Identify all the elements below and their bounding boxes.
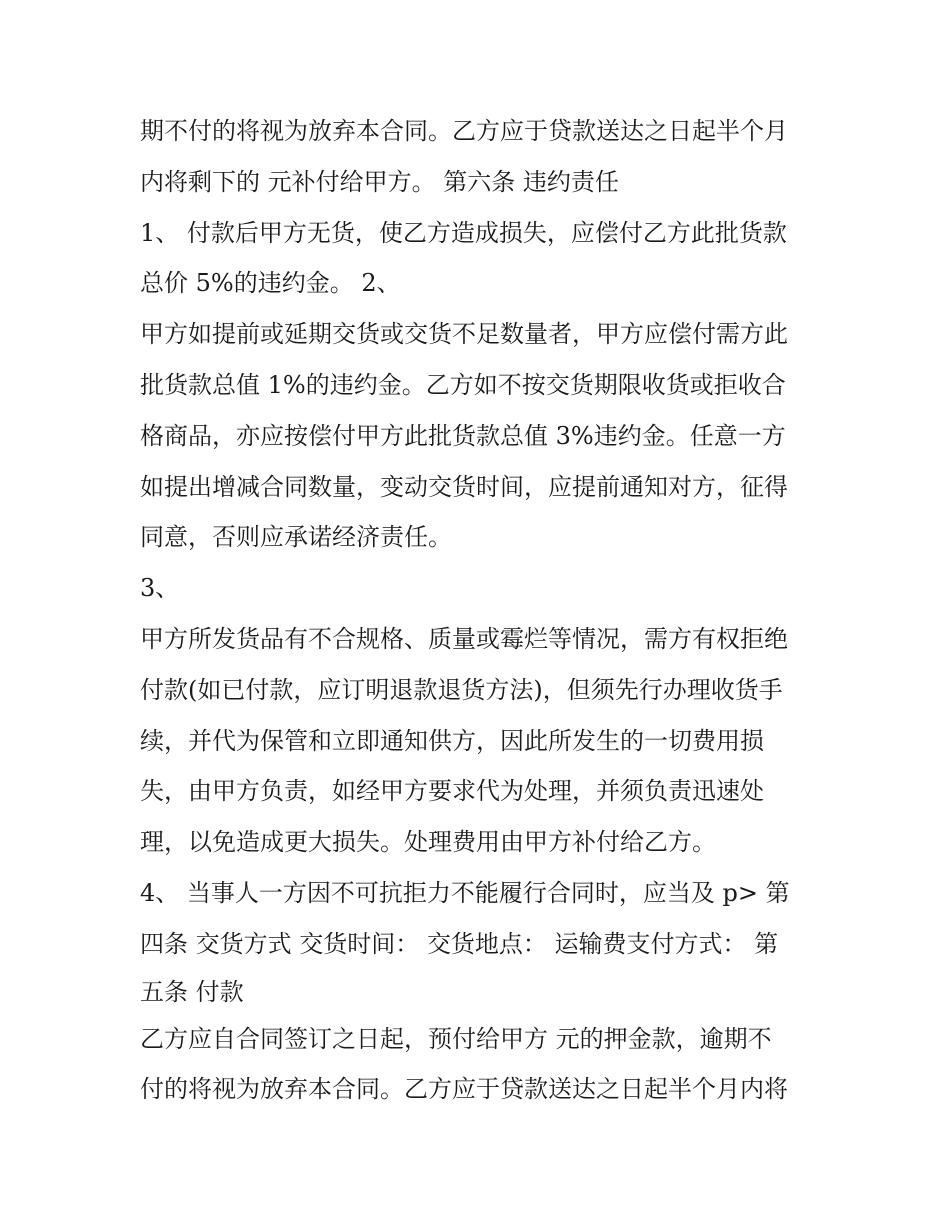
text-line: 乙方应自合同签订之日起，预付给甲方 元的押金款，逾期不	[140, 1024, 772, 1053]
text-line: 甲方如提前或延期交货或交货不足数量者，甲方应偿付需方此	[140, 320, 788, 349]
text-line: 1、 付款后甲方无货，使乙方造成损失，应偿付乙方此批货款	[140, 218, 787, 247]
text-line: 如提出增减合同数量，变动交货时间，应提前通知对方，征得	[140, 472, 788, 501]
text-line: 理，以免造成更大损失。处理费用由甲方补付给乙方。	[140, 828, 716, 857]
text-line: 4、 当事人一方因不可抗拒力不能履行合同时，应当及 p> 第	[140, 878, 790, 907]
text-line: 期不付的将视为放弃本合同。乙方应于贷款送达之日起半个月	[140, 117, 788, 145]
text-line: 同意，否则应承诺经济责任。	[140, 523, 452, 552]
text-line: 付款(如已付款，应订明退款退货方法)，但须先行办理收货手	[140, 675, 783, 704]
text-line: 失，由甲方负责，如经甲方要求代为处理，并须负责迅速处	[140, 777, 764, 806]
text-line: 3、	[140, 574, 180, 603]
text-line: 内将剩下的 元补付给甲方。 第六条 违约责任	[140, 167, 619, 196]
text-line: 甲方所发货品有不合规格、质量或霉烂等情况，需方有权拒绝	[140, 624, 788, 653]
text-line: 总价 5%的违约金。 2、	[140, 269, 401, 298]
text-line: 续，并代为保管和立即通知供方，因此所发生的一切费用损	[140, 726, 764, 755]
text-line: 付的将视为放弃本合同。乙方应于贷款送达之日起半个月内将	[140, 1075, 788, 1104]
text-line: 格商品，亦应按偿付甲方此批货款总值 3%违约金。任意一方	[140, 421, 786, 450]
text-line: 批货款总值 1%的违约金。乙方如不按交货期限收货或拒收合	[140, 370, 786, 399]
text-line: 五条 付款	[140, 977, 244, 1006]
text-line: 四条 交货方式 交货时间： 交货地点： 运输费支付方式： 第	[140, 929, 779, 958]
document-body	[140, 106, 820, 1115]
